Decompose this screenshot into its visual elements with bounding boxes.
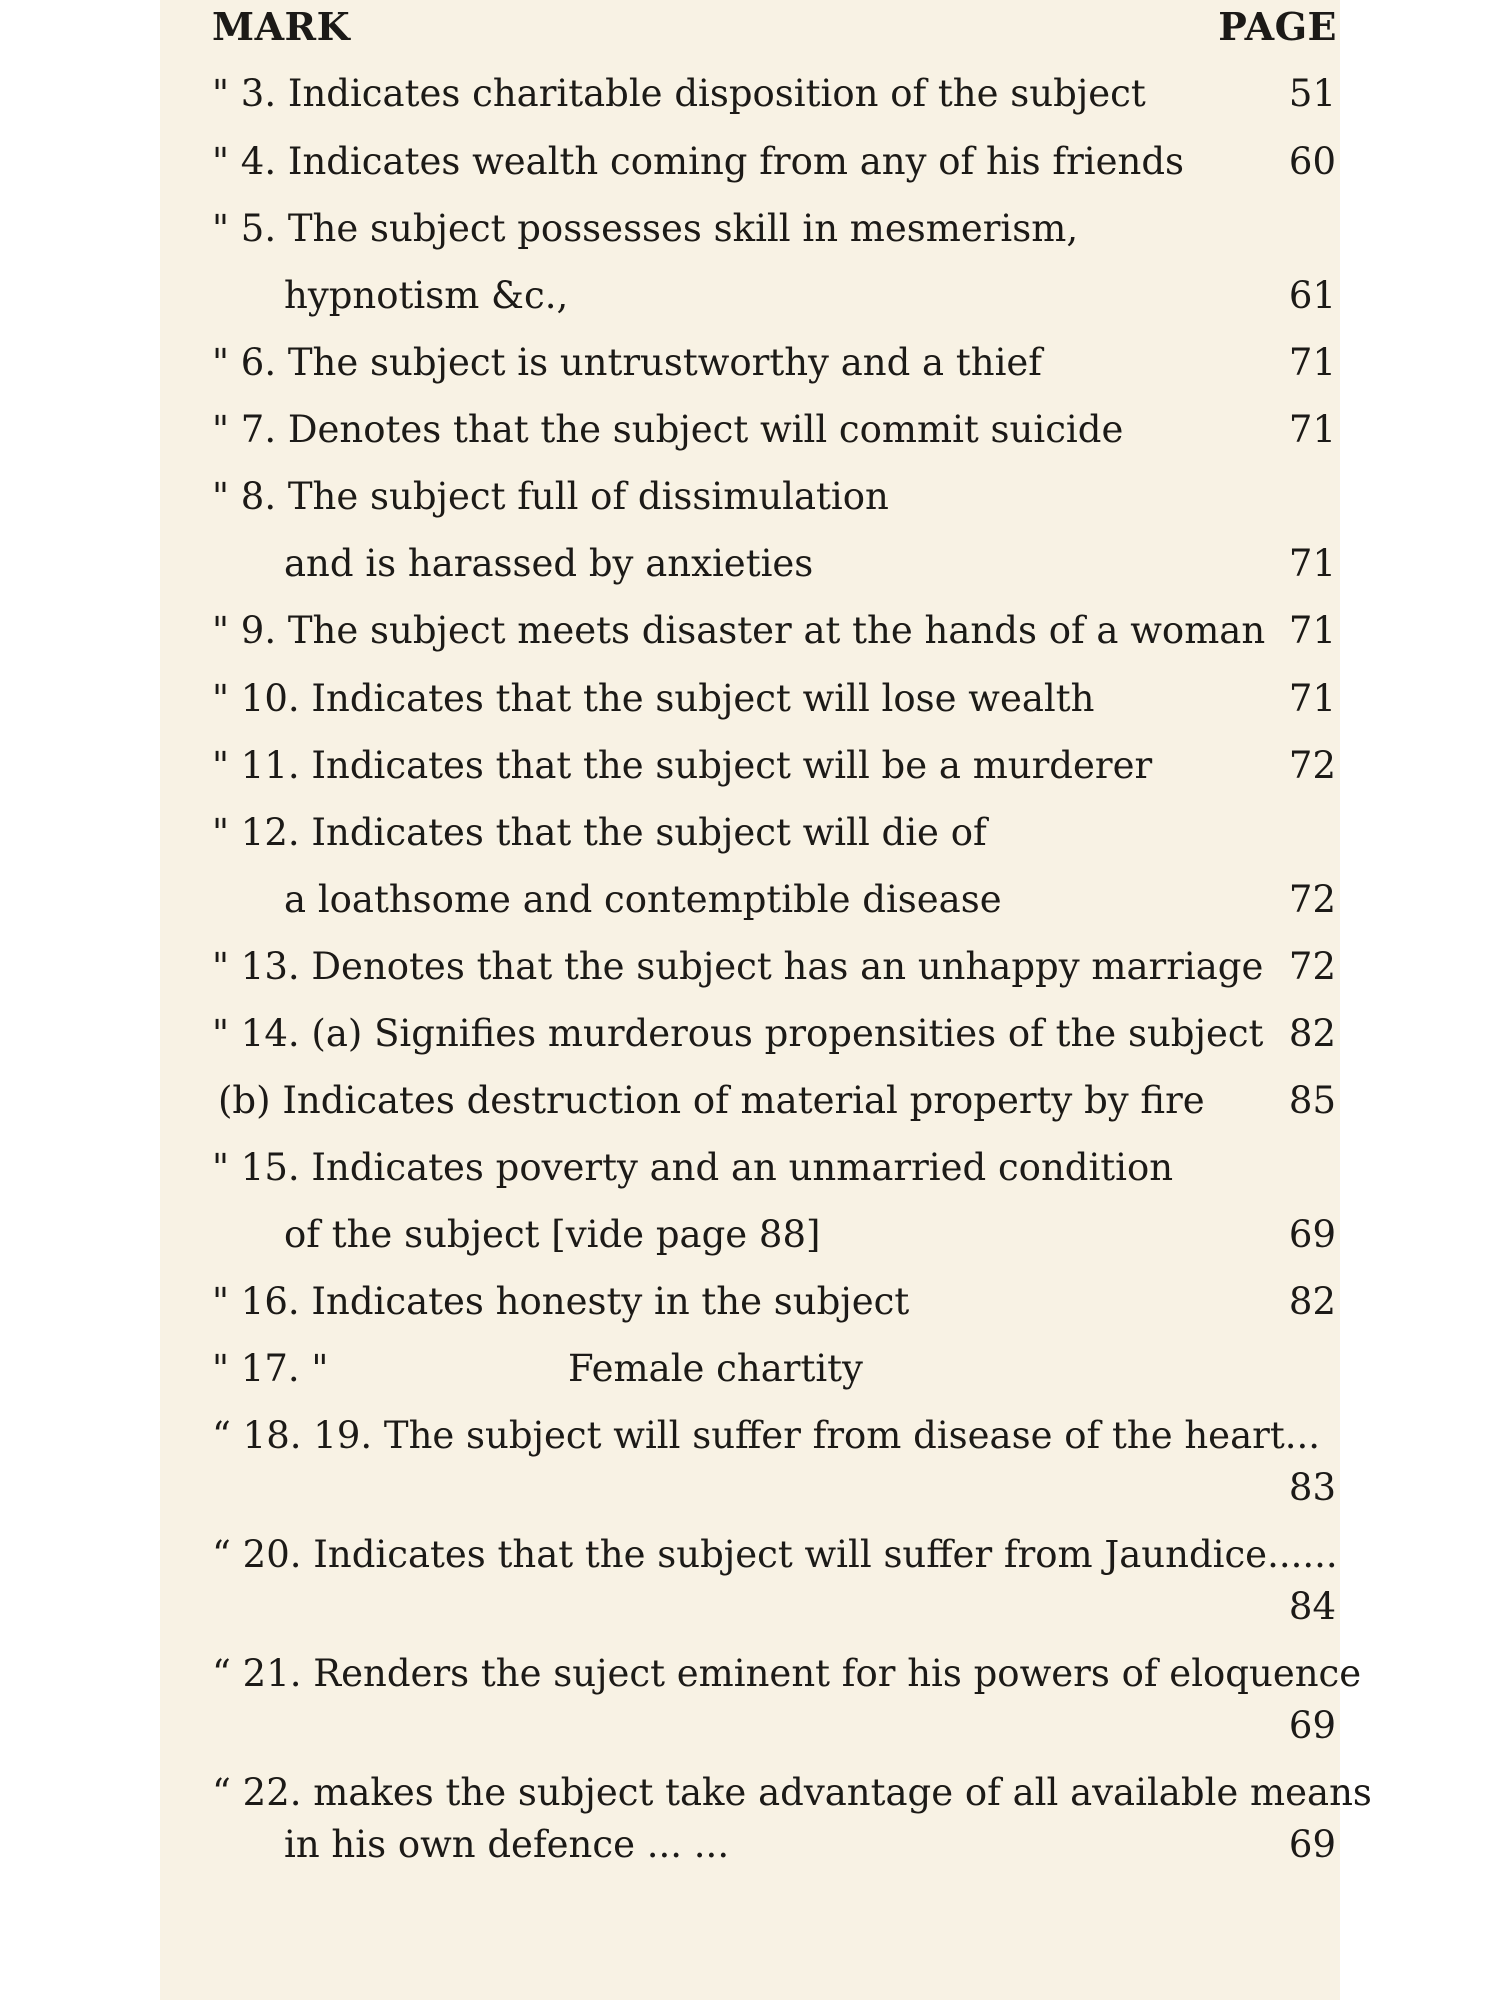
entry-text: " 5. The subject possesses skill in mesmerism, [212, 207, 1079, 250]
index-entry [0, 207, 1500, 259]
entry-text: hypnotism &c., [284, 274, 569, 317]
entry-text: " 12. Indicates that the subject will die of [212, 811, 987, 854]
column-header [212, 4, 1337, 54]
entry-text: of the subject [vide page 88] [284, 1213, 821, 1256]
index-entry [0, 1079, 1500, 1131]
entry-text: " 7. Denotes that the subject will commit suicide [212, 408, 1124, 451]
entry-page: 71 [1288, 609, 1336, 652]
index-entry [0, 609, 1500, 661]
index-entry [0, 1146, 1500, 1198]
index-entry [0, 1823, 1500, 1875]
index-entry [0, 475, 1500, 527]
entry-text: " 3. Indicates charitable disposition of the subject [212, 72, 1146, 115]
entry-text: " 6. The subject is untrustworthy and a thief [212, 341, 1042, 384]
entry-text: a loathsome and contemptible disease [284, 878, 1002, 921]
entry-text: “ 20. Indicates that the subject will suffer from Jaundice...... [212, 1533, 1338, 1576]
index-entry [0, 1414, 1500, 1466]
entry-text: " 4. Indicates wealth coming from any of his friends [212, 140, 1185, 183]
index-entry [0, 1280, 1500, 1332]
entry-text: “ 22. makes the subject take advantage of all available means [212, 1771, 1372, 1814]
entry-text: and is harassed by anxieties [284, 542, 814, 585]
entry-page: 71 [1288, 542, 1336, 585]
page-heading: PAGE [1218, 4, 1337, 49]
index-entry [0, 542, 1500, 594]
entry-page: 72 [1288, 878, 1336, 921]
index-entry [0, 811, 1500, 863]
entry-page: 84 [1288, 1585, 1336, 1628]
entry-page: 60 [1288, 140, 1336, 183]
entry-text: " 16. Indicates honesty in the subject [212, 1280, 910, 1323]
index-entry [0, 744, 1500, 796]
entry-page: 71 [1288, 408, 1336, 451]
entry-page: 71 [1288, 341, 1336, 384]
index-entry [0, 1652, 1500, 1704]
entry-text: “ 21. Renders the suject eminent for his powers of eloquence [212, 1652, 1362, 1695]
entry-page: 85 [1288, 1079, 1336, 1122]
entry-page: 71 [1288, 677, 1336, 720]
index-entry [0, 274, 1500, 326]
entry-text: " 11. Indicates that the subject will be a murderer [212, 744, 1153, 787]
entry-text: " 9. The subject meets disaster at the hands of a woman [212, 609, 1266, 652]
index-entry [0, 945, 1500, 997]
index-entry [0, 1347, 1500, 1399]
index-entry [0, 1466, 1500, 1518]
entry-page: 69 [1288, 1704, 1336, 1747]
entry-text: " 13. Denotes that the subject has an unhappy marriage [212, 945, 1264, 988]
index-entry [0, 1213, 1500, 1265]
index-entry [0, 1704, 1500, 1756]
entry-page: 82 [1288, 1012, 1336, 1055]
entry-page: 72 [1288, 744, 1336, 787]
entry-page: 82 [1288, 1280, 1336, 1323]
entry-text: (b) Indicates destruction of material property by fire [218, 1079, 1205, 1122]
entry-extra-text: Female chartity [568, 1347, 863, 1390]
entry-page: 61 [1288, 274, 1336, 317]
mark-heading: MARK [212, 4, 351, 49]
index-entry [0, 1533, 1500, 1585]
index-entry [0, 341, 1500, 393]
entry-page: 69 [1288, 1213, 1336, 1256]
index-entry [0, 1585, 1500, 1637]
index-entry [0, 1771, 1500, 1823]
entry-text: in his own defence ... ... [284, 1823, 730, 1866]
index-entry [0, 408, 1500, 460]
index-entry [0, 677, 1500, 729]
entry-text: " 17. " [212, 1347, 329, 1390]
index-entry [0, 140, 1500, 192]
entry-page: 72 [1288, 945, 1336, 988]
entry-text: " 15. Indicates poverty and an unmarried condition [212, 1146, 1174, 1189]
index-entry [0, 1012, 1500, 1064]
entry-text: " 10. Indicates that the subject will lose wealth [212, 677, 1095, 720]
entry-text: " 14. (a) Signifies murderous propensities of the subject [212, 1012, 1264, 1055]
entry-page: 83 [1288, 1466, 1336, 1509]
index-entry [0, 72, 1500, 124]
entry-text: “ 18. 19. The subject will suffer from disease of the heart... [212, 1414, 1320, 1457]
entry-page: 69 [1288, 1823, 1336, 1866]
entry-text: " 8. The subject full of dissimulation [212, 475, 889, 518]
index-entry [0, 878, 1500, 930]
entry-page: 51 [1288, 72, 1336, 115]
